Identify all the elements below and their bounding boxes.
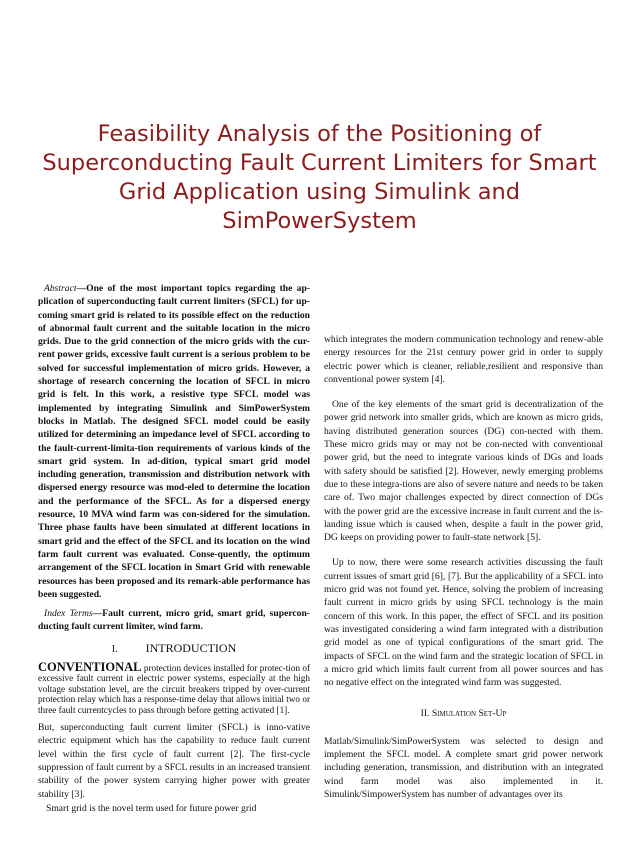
section-title: INTRODUCTION [145,640,237,655]
simulation-paragraph-1: Matlab/Simulink/SimPowerSystem was selected to design and implement the SFCL model. A complete smart grid power network including generation, transmission, and distribution with an integrated wind farm model was also implemented in it. Simulink/SimpowerSystem has number of advantages over its [324,735,603,800]
section-heading-simulation [324,707,603,720]
right-paragraph-1: which integrates the modern communication technology and renew-able energy resources for the 21st century power grid in order to supply electric power which is cleaner, reliable,resilient and responsive than conventional power system [4]. [324,334,603,385]
abstract-text: One of the most important topics regarding the ap-plication of superconducting fault current limiters (SFCL) for up-coming smart grid is related to its possible effect on the reduction of abnormal fault current and the suitable location in the micro grids. Due to the grid connection of the micro grids with the cur-rent power grids, excessive fault current is a serious problem to be solved for successful implementation of micro grids. However, a shortage of research concerning the location of SFCL in micro grid is felt. In this work, a resistive type SFCL model was implemented by integrating Simulink and SimPowerSystem blocks in Matlab. The designed SFCL model could be easily utilized for determining an impedance level of SFCL according to the fault-current-limita-tion requirements of various kinds of the smart grid system. In ad-dition, typical smart grid model including generation, transmission and distribution network with dispersed energy resource was mod-eled to determine the location and the performance of the SFCL. As for a dispersed energy resource, 10 MVA wind farm was con-sidered for the simulation. Three phase faults have been simulated at different locations in smart grid and the effect of the SFCL and its location on the wind farm fault current was evaluated. Conse-quently, the optimum arrangement of the SFCL location in Smart Grid with renewable resources has been proposed and its remark-able performance has been suggested. [38,283,310,600]
section-number: I. [111,643,118,655]
index-terms-text: Fault current, micro grid, smart grid, supercon-ducting fault current limiter, wind farm. [38,608,310,633]
section-heading-introduction [38,642,310,656]
intro-paragraph-3: Smart grid is the novel term used for future power grid [46,802,257,814]
right-column [324,333,603,807]
index-terms: Index Terms—Fault current, micro grid, smart grid, supercon-ducting fault current limiter, wind farm. [38,608,310,633]
left-column [38,282,310,821]
abstract-label: Abstract [44,283,77,294]
index-terms-label: Index Terms [44,608,93,620]
section-number: II. [420,708,430,720]
abstract: Abstract—One of the most important topics regarding the ap-plication of superconducting fault current limiters (SFCL) for up-coming smart grid is related to its possible effect on the reduction of abnormal fault current and the suitable location in the micro grids. Due to the grid connection of the micro grids with the cur-rent power grids, excessive fault current is a serious problem to be solved for successful implementation of micro grids. However, a shortage of research concerning the location of SFCL in micro grid is felt. In this work, a resistive type SFCL model was implemented by integrating Simulink and SimPowerSystem blocks in Matlab. The designed SFCL model could be easily utilized for determining an impedance level of SFCL according to the fault-current-limita-tion requirements of various kinds of the smart grid system. In ad-dition, typical smart grid model including generation, transmission and distribution network with dispersed energy resource was mod-eled to determine the location and the performance of the SFCL. As for a dispersed energy resource, 10 MVA wind farm was con-sidered for the simulation. Three phase faults have been simulated at different locations in smart grid and the effect of the SFCL and its location on the wind farm fault current was evaluated. Conse-quently, the optimum arrangement of the SFCL location in Smart Grid with renewable resources has been proposed and its remark-able performance has been suggested. [38,283,310,600]
intro-paragraph-2: But, superconducting fault current limiter (SFCL) is inno-vative electric equipment which has the capability to reduce fault current level within the first cycle of fault current [2]. The first-cycle suppression of fault current by a SFCL results in an increased transient stability of the power system carrying higher power with greater stability [3]. [38,722,310,800]
right-paragraph-2: One of the key elements of the smart grid is decentralization of the power grid network into smaller grids, which are known as micro grids, having distributed generation sources (DG) con-nected with them. These micro grids may or may not be con-nected with conventional power grid, but the need to integrate various kinds of DGs and loads with safety should be satisfied [2]. However, newly emerging problems due to these integra-tions are also of severe nature and needs to be taken care of. Two major challenges expected by direct connection of DGs with the power grid are the excessive increase in fault current and the is-landing issue which is caused when, despite a fault in the power grid, DG keeps on providing power to fault-state network [5]. [324,399,603,544]
intro-paragraph-1-text: protection devices installed for protec-tion of excessive fault current in electric power systems, especially at the high voltage substation level, are the circuit breakers tripped by over-current protection relay which has a response-time delay that allows initial two or three fault currentcycles to pass through before getting activated [1]. [38,663,311,715]
paper-title: Feasibility Analysis of the Positioning of Superconducting Fault Current Limiters for Smart Grid Application using Simulink and SimPowerSystem [42,121,597,234]
right-paragraph-3: Up to now, there were some research activities discussing the fault current issues of smart grid [6], [7]. But the applicability of a SFCL into micro grid was not found yet. Hence, solving the problem of increasing fault current in micro grids by using SFCL technology is the main concern of this work. In this paper, the effect of SFCL and its position was investigated considering a wind farm integrated with a distribution grid model as one of typical configurations of the smart grid. The impacts of SFCL on the wind farm and the strategic location of SFCL in a micro grid which limits fault current from all power sources and has no negative effect on the integrated wind farm was suggested. [324,557,603,689]
section-title: Simulation Set-Up [431,708,507,720]
dropcap-word: CONVENTIONAL [38,660,142,675]
intro-paragraph-1 [38,662,310,715]
